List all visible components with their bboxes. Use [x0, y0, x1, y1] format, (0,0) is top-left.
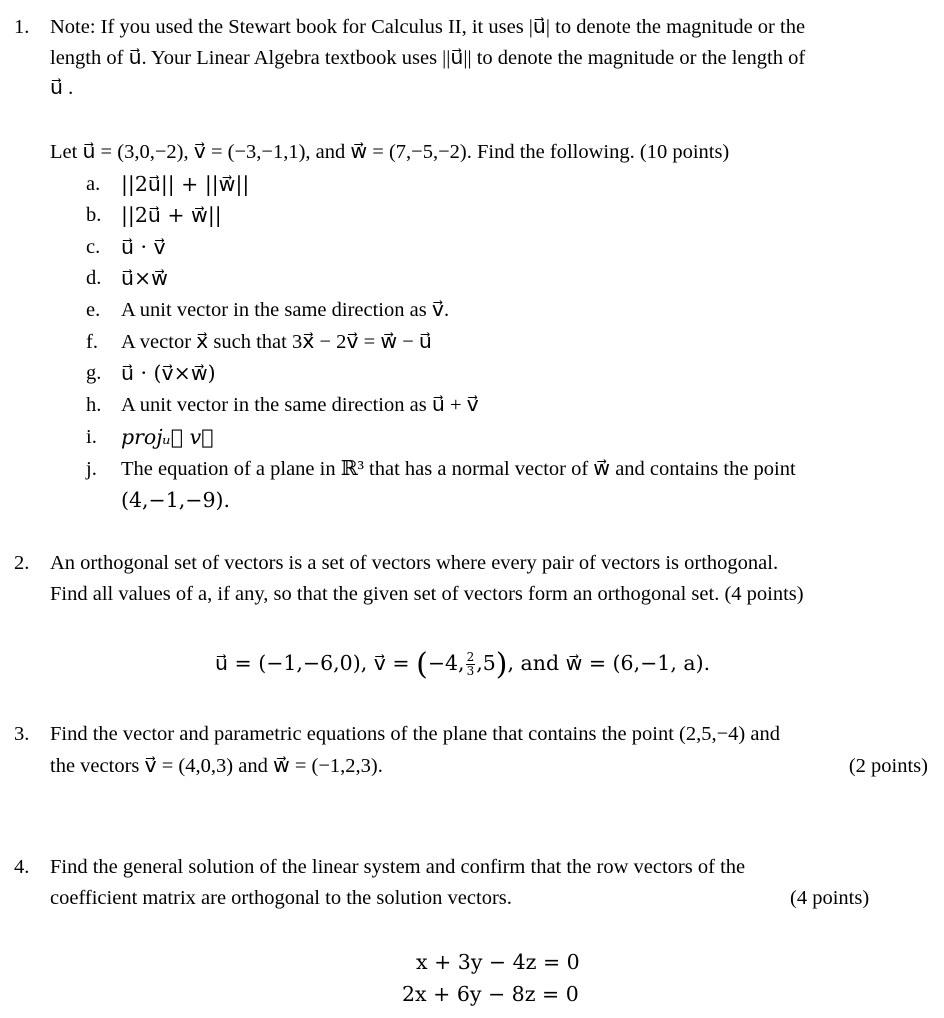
equation-u-and-v-prefix: u⃗ = (−1,−6,0), v⃗ = — [215, 651, 417, 675]
part-d-expression: u⃗×w⃗ — [121, 266, 168, 290]
part-b-expression: ||2u⃗ + w⃗|| — [121, 203, 222, 227]
problem-2-line-1: An orthogonal set of vectors is a set of vectors where every pair of vectors is orthogonal. — [50, 552, 779, 574]
v-fraction — [466, 651, 476, 677]
part-b-label: b. — [86, 204, 102, 226]
problem-1-note-line-2: length of u⃗. Your Linear Algebra textbook uses ||u⃗|| to denote the magnitude or the length of — [50, 47, 806, 69]
v-last-component: ,5 — [476, 651, 496, 675]
v-left-paren: ( — [416, 647, 428, 682]
part-a-expression: ||2u⃗|| + ||w⃗|| — [121, 172, 250, 196]
problem-1-number: 1. — [14, 16, 30, 38]
part-h-label: h. — [86, 394, 102, 416]
equation-w-suffix: , and w⃗ = (6,−1, a). — [507, 651, 711, 675]
problem-1-intro: Let u⃗ = (3,0,−2), v⃗ = (−3,−1,1), and w⃗ = (7,−5,−2). Find the following. (10 points) — [50, 141, 730, 163]
v-first-component: −4, — [427, 651, 465, 675]
part-d-label: d. — [86, 267, 102, 289]
part-f-text: A vector x⃗ such that 3x⃗ − 2v⃗ = w⃗ − u⃗ — [121, 331, 432, 353]
problem-3-line-1: Find the vector and parametric equations of the plane that contains the point (2,5,−4) and — [50, 723, 780, 745]
problem-4-points: (4 points) — [790, 887, 870, 909]
problem-1-note-line-1: Note: If you used the Stewart book for Calculus II, it uses |u⃗| to denote the magnitude or the — [50, 16, 806, 38]
part-i-label: i. — [86, 426, 97, 448]
part-j-point: (4,−1,−9). — [121, 488, 231, 512]
part-j-label: j. — [86, 458, 97, 480]
problem-4-line-1: Find the general solution of the linear system and confirm that the row vectors of the — [50, 856, 746, 878]
problem-4-number: 4. — [14, 856, 30, 878]
fraction-denominator: 3 — [466, 664, 475, 678]
problem-2-number: 2. — [14, 552, 30, 574]
problem-1-note-line-3: u⃗ . — [50, 77, 74, 99]
part-i-expression: projᵤ⃗ v⃗ — [121, 425, 214, 449]
problem-2-line-2: Find all values of a, if any, so that the given set of vectors form an orthogonal set. (4 points) — [50, 583, 804, 605]
part-f-label: f. — [86, 331, 98, 353]
problem-2-equation — [215, 647, 711, 682]
part-e-label: e. — [86, 299, 101, 321]
fraction-numerator: 2 — [466, 650, 475, 665]
problem-4-line-2: coefficient matrix are orthogonal to the solution vectors. — [50, 887, 512, 909]
system-equation-2: 2x + 6y − 8z = 0 — [402, 982, 579, 1006]
part-a-label: a. — [86, 173, 101, 195]
system-equation-1: x + 3y − 4z = 0 — [416, 950, 580, 974]
part-h-text: A unit vector in the same direction as u⃗ + v⃗ — [121, 394, 479, 416]
problem-3-number: 3. — [14, 723, 30, 745]
v-right-paren: ) — [495, 647, 508, 682]
part-g-expression: u⃗ · (v⃗×w⃗) — [121, 361, 216, 385]
part-g-label: g. — [86, 362, 102, 384]
part-c-label: c. — [86, 236, 101, 258]
problem-3-points: (2 points) — [848, 755, 928, 777]
part-e-text: A unit vector in the same direction as v⃗. — [121, 299, 450, 321]
problem-3-line-2: the vectors v⃗ = (4,0,3) and w⃗ = (−1,2,3). — [50, 755, 383, 777]
part-j-text: The equation of a plane in ℝ³ that has a normal vector of w⃗ and contains the point — [121, 458, 796, 480]
part-c-expression: u⃗ · v⃗ — [121, 235, 166, 259]
